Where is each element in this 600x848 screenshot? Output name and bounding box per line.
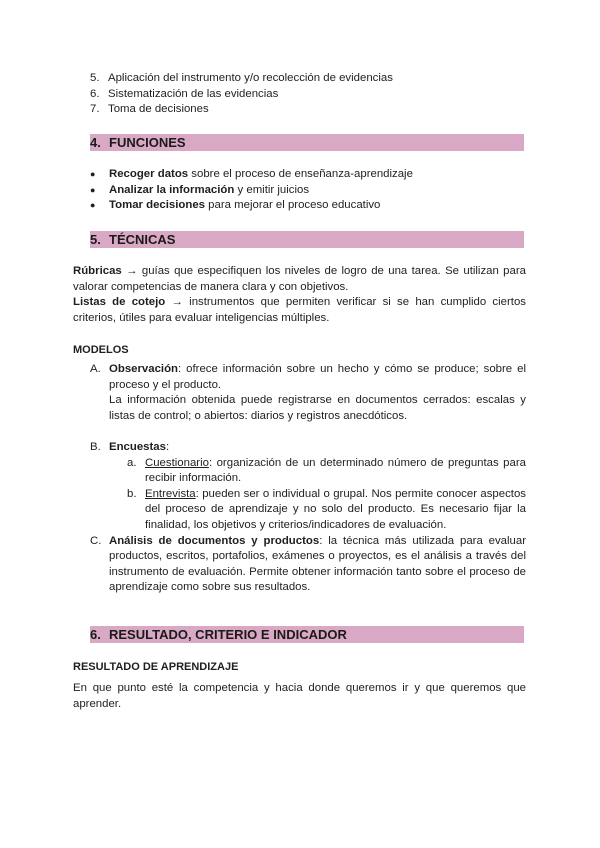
bullet-icon: ●	[90, 184, 96, 195]
resultado-paragraph: En que punto esté la competencia y hacia donde queremos ir y que queremos que aprender.	[73, 682, 526, 710]
section-heading-tecnicas: 5. TÉCNICAS	[90, 231, 524, 248]
list-item: 6. Sistematización de las evidencias	[90, 87, 279, 100]
resultado-subheading: RESULTADO DE APRENDIZAJE	[73, 661, 239, 673]
section-heading-funciones: 4. FUNCIONES	[90, 134, 524, 151]
modelos-list	[90, 362, 526, 596]
section-heading-resultado: 6. RESULTADO, CRITERIO E INDICADOR	[90, 626, 524, 643]
list-item: ● Analizar la información y emitir juicios	[90, 183, 530, 199]
funciones-list	[90, 167, 530, 214]
list-item: 7. Toma de decisiones	[90, 103, 209, 116]
list-item-observacion: A. Observación: ofrece información sobre un hecho y cómo se produce; sobre el proceso y el producto. La información obtenida puede registrarse en documentos cerrados: escalas y listas de control; o abiertos: diarios y registros anecdóticos.	[90, 363, 526, 422]
bullet-icon: ●	[90, 200, 96, 211]
modelos-heading: MODELOS	[73, 344, 129, 356]
rubricas-paragraph: Rúbricas → guías que especifiquen los niveles de logro de una tarea. Se utilizan para valorar competencias de manera clara y con objetivos.	[73, 265, 526, 293]
listas-paragraph: Listas de cotejo → instrumentos que permiten verificar si se han cumplido ciertos criterios, útiles para evaluar inteligencias múltiples.	[73, 296, 526, 324]
list-item-entrevista: b. Entrevista: pueden ser o individual o grupal. Nos permite conocer aspectos del proceso de aprendizaje y no solo del producto. Es necesario fijar la finalidad, los objetivos y criterios/indicadores de evaluación.	[127, 487, 526, 531]
list-item-encuestas: B. Encuestas:	[90, 440, 170, 453]
list-item: ● Recoger datos sobre el proceso de enseñanza-aprendizaje	[90, 167, 530, 183]
list-item-analisis: C. Análisis de documentos y productos: la técnica más utilizada para evaluar productos, escritos, portafolios, exámenes o proyectos, es el análisis a través del instrumento de evaluación. Permite obtener información tanto sobre el proceso de aprendizaje como sobre sus resultados.	[90, 534, 527, 594]
list-item: 5. Aplicación del instrumento y/o recolección de evidencias	[90, 72, 393, 84]
list-item: ● Tomar decisiones para mejorar el proceso educativo	[90, 198, 530, 214]
bullet-icon: ●	[90, 169, 96, 179]
tecnicas-definitions	[73, 264, 526, 326]
list-item-cuestionario: a. Cuestionario: organización de un determinado número de preguntas para recibir información.	[127, 456, 526, 485]
numbered-list	[90, 71, 530, 118]
